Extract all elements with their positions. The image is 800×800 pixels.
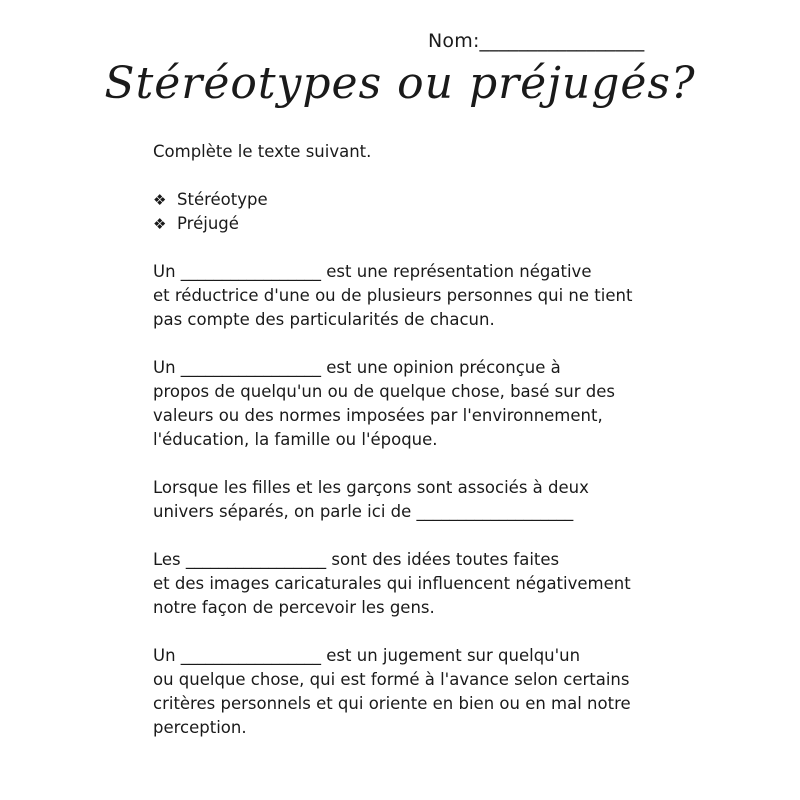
name-field[interactable]: Nom:_________________ <box>428 30 645 52</box>
diamond-bullet-icon: ❖ <box>153 215 167 233</box>
fill-in-paragraph[interactable]: Les _________________ sont des idées toutes faites et des images caricaturales qui influencent négativement notre façon de percevoir les gens. <box>153 550 631 617</box>
fill-in-paragraph[interactable]: Un _________________ est une opinion préconçue à propos de quelqu'un ou de quelque chose, basé sur des valeurs ou des normes imposées par l'environnement, l'éducation, la famille ou l'époque. <box>153 358 615 449</box>
worksheet-content <box>153 140 673 764</box>
fill-in-paragraph[interactable]: Un _________________ est un jugement sur quelqu'un ou quelque chose, qui est formé à l'avance selon certains critères personnels et qui oriente en bien ou en mal notre perception. <box>153 646 631 737</box>
diamond-bullet-icon: ❖ <box>153 191 167 209</box>
option-item <box>153 188 673 212</box>
answer-options <box>153 188 673 236</box>
fill-in-paragraph[interactable]: Un _________________ est une représentation négative et réductrice d'une ou de plusieurs personnes qui ne tient pas compte des particularités de chacun. <box>153 262 633 329</box>
option-item <box>153 212 673 236</box>
fill-in-paragraph[interactable]: Lorsque les filles et les garçons sont associés à deux univers séparés, on parle ici de ___________________ <box>153 478 589 521</box>
instruction-text: Complète le texte suivant. <box>153 142 372 161</box>
option-label: Stéréotype <box>177 190 268 209</box>
option-label: Préjugé <box>177 214 239 233</box>
page-title: Stéréotypes ou préjugés? <box>104 58 696 109</box>
